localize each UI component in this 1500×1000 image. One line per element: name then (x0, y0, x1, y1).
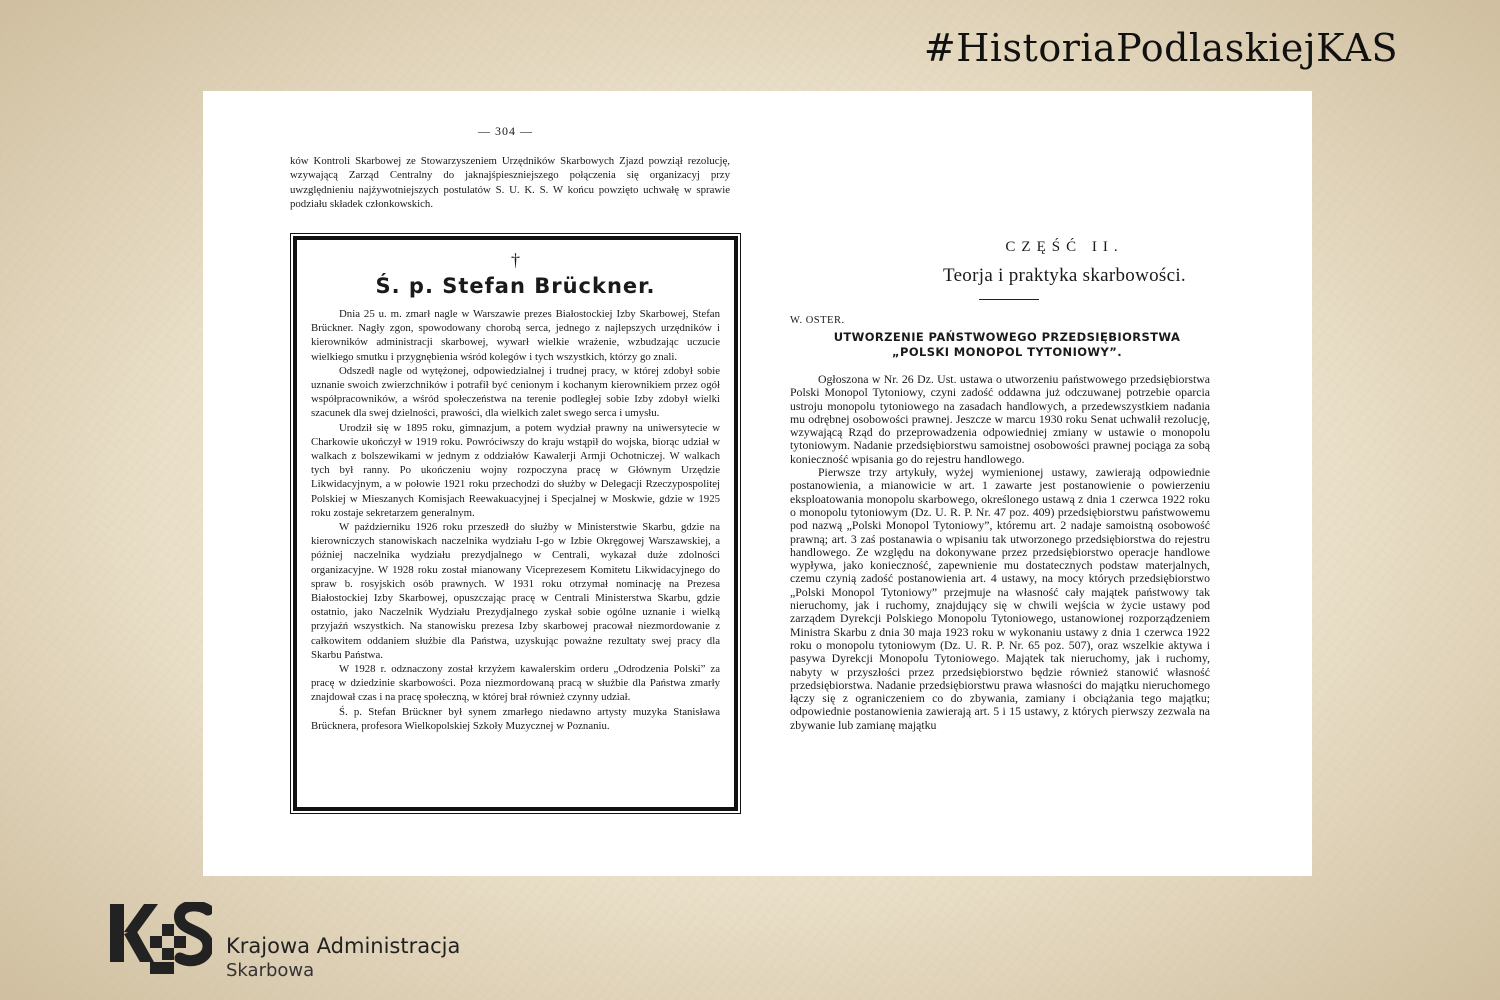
logo-text-line2: Skarbowa (226, 960, 315, 981)
obituary-paragraph: Dnia 25 u. m. zmarł nagle w Warszawie prezes Białostockiej Izby Skarbowej, Stefan Brückner. Nagły zgon, spowodowany chorobą serca, jednego z najlepszych urzędników i kierowników administracji skarbowej, wywarł wielkie wrażenie, wzbudzając uczucie wielkiego smutku i przygnębienia wśród kolegów i tych wszystkich, którzy go znali. (311, 308, 720, 363)
article-title (807, 330, 1207, 360)
obituary-paragraph: Ś. p. Stefan Brückner był synem zmarłego niedawno artysty muzyka Stanisława Brücknera, profesora Wielkopolskiej Szkoły Muzycznej w Poznaniu. (311, 705, 720, 732)
obituary-box (293, 236, 738, 811)
article-body (790, 373, 1210, 732)
section-divider (979, 299, 1039, 300)
article-paragraph: Ogłoszona w Nr. 26 Dz. Ust. ustawa o utworzeniu państwowego przedsiębiorstwa Polski Monopol Tytoniowy, czyni zadość oddawna już odczuwanej potrzebie oparcia ustroju monopolu tytoniowego na zasadach handlowych, a przedewszystkiem nadania mu odrębnej osobowości prawnej. Jeszcze w marcu 1930 roku Senat uchwalił rezolucję, wzywającą Rząd do przeprowadzenia odpowiedniej zmiany w ustawie o monopolu tytoniowym. Nadanie przedsiębiorstwu samoistnej osobowości prawnej pociąga za sobą konieczność wpisania go do rejestru handlowego. (790, 372, 1210, 466)
article-title-line: UTWORZENIE PAŃSTWOWEGO PRZEDSIĘBIORSTWA (833, 330, 1181, 344)
kas-logo-block (110, 902, 470, 982)
obituary-paragraph: W 1928 r. odznaczony został krzyżem kawalerskim orderu „Odrodzenia Polski” za pracę w dziedzinie skarbowości. Poza niezmordowaną pracą w służbie dla Państwa zmarły znajdował czas i na pracę społeczną, w której brał również czynny udział. (311, 663, 720, 704)
obituary-paragraph: Odszedł nagle od wytężonej, odpowiedzialnej i trudnej pracy, w której zdobył sobie uznanie swoich zwierzchników i potrafił być cenionym i kochanym kierownikiem przez ogół współpracowników, a wśród społeczeństwa na terenie podległej sobie Izby zdobył wielki szacunek dla swej dzielności, prawości, dla wielkich zalet swego serca i umysłu. (311, 364, 720, 420)
obituary-paragraph: Urodził się w 1895 roku, gimnazjum, a potem wydział prawny na uniwersytecie w Charkowie ukończył w 1919 roku. Powróciwszy do kraju wstąpił do wojska, biorąc udział w walkach z bolszewikami w jednym z oddziałów Kawalerji Armji Ochotniczej. W walkach tych był ranny. Po ukończeniu wojny rozpoczyna pracę w Głównym Urzędzie Likwidacyjnym, a w połowie 1921 roku przechodzi do służby w Delegacji Rzeczypospolitej Polskiej w Mieszanych Komisjach Reewakuacyjnej i Specjalnej w Moskwie, gdzie w 1925 roku zostaje sekretarzem generalnym. (311, 421, 720, 519)
obituary-title: Ś. p. Stefan Brückner. (375, 274, 656, 298)
article-title-line: „POLSKI MONOPOL TYTONIOWY”. (892, 345, 1122, 359)
top-paragraph: ków Kontroli Skarbowej ze Stowarzyszeniem Urzędników Skarbowych Zjazd powziął rezolucję, wzywającą Zarząd Centralny do jaknajśpieszniejszego połączenia się organizacyj przy uwzględnieniu najżywotniejszych postulatów S. U. K. S. W końcu powzięto uchwałę w sprawie podziału składek członkowskich. (290, 155, 730, 211)
scanned-document (203, 91, 1312, 876)
article-author: W. OSTER. (790, 315, 845, 326)
logo-text-line1: Krajowa Administracja (226, 934, 461, 958)
part-title: Teorja i praktyka skarbowości. (943, 265, 1186, 286)
part-label: CZĘŚĆ II. (1005, 239, 1124, 255)
left-page (203, 91, 757, 876)
obituary-body (311, 307, 720, 733)
hashtag-caption: #HistoriaPodlaskiejKAS (923, 26, 1398, 70)
cross-icon: † (511, 250, 520, 270)
article-paragraph: Pierwsze trzy artykuły, wyżej wymienionej ustawy, zawierają odpowiednie postanowienia, a mianowicie w art. 1 zawarte jest postanowienie o powierzeniu eksploatowania monopolu skarbowego, określonego ustawą z dnia 1 czerwca 1922 roku o monopolu tytoniowym (Dz. U. R. P. Nr. 47 poz. 409) przedsiębiorstwu państwowemu pod nazwą „Polski Monopol Tytoniowy”, któremu art. 2 nadaje samoistną osobowość prawną; art. 3 zaś postanawia o wpisaniu tak utworzonego przedsiębiorstwa do rejestru handlowego. Ze względu na dokonywane przez przedsiębiorstwo operacje handlowe wypływa, jako konieczność, zapewnienie mu dostatecznych podstaw materjalnych, czemu czynią zadość postanowienia art. 4 ustawy, na mocy których przedsiębiorstwo „Polski Monopol Tytoniowy” przejmuje na własność cały majątek państwowy tak nieruchomy, jak i ruchomy, znajdujący się w chwili wejścia w życie ustawy pod zarządem Dyrekcji Polskiego Monopolu Tytoniowego, ustanowionej rozporządzeniem Ministra Skarbu z dnia 30 maja 1923 roku w wykonaniu ustawy z dnia 1 czerwca 1922 roku o monopolu tytoniowym (Dz. U. R. P. Nr. 65 poz. 507), oraz wszelkie aktywa i pasywa Dyrekcji Monopolu Tytoniowego. Majątek tak nieruchomy, jak i ruchomy, nabyty w przyszłości przez przedsiębiorstwo będzie również stanowić własność przedsiębiorstwa. Nadanie przedsiębiorstwu prawa własności do majątku nieruchomego łączy się z ograniczeniem co do zbywania, zamiany i obciążania tego majątku; odpowiednie postanowienia zawierają art. 5 i 15 ustawy, z których pierwszy zezwala na zbywanie lub zamianę majątku (790, 465, 1210, 732)
right-page (757, 91, 1312, 876)
kas-logo-icon (110, 902, 212, 976)
obituary-paragraph: W październiku 1926 roku przeszedł do służby w Ministerstwie Skarbu, gdzie na kierowniczych stanowiskach naczelnika wydziału I-go w Izbie Okręgowej Warszawskiej, a później naczelnika wydziału prezydjalnego w Centrali, wykazał duże zdolności organizacyjne. W 1928 roku został mianowany Viceprezesem Komitetu Likwidacyjnego do spraw b. rosyjskich osób prawnych. W 1931 roku otrzymał nominację na Prezesa Białostockiej Izby Skarbowej, opuszczając pracę w Centrali Ministerstwa Skarbu, gdzie ostatnio, jako Naczelnik Wydziału Prezydjalnego zyskał sobie ogólne uznanie i wielką przyjaźń wszystkich. Na stanowisku prezesa Izby skarbowej pracował niezmordowanie z całkowitem oddaniem służbie dla Państwa, uzyskując poważne rezultaty swej pracy dla Skarbu Państwa. (311, 521, 720, 661)
page-number: — 304 — (478, 124, 533, 138)
